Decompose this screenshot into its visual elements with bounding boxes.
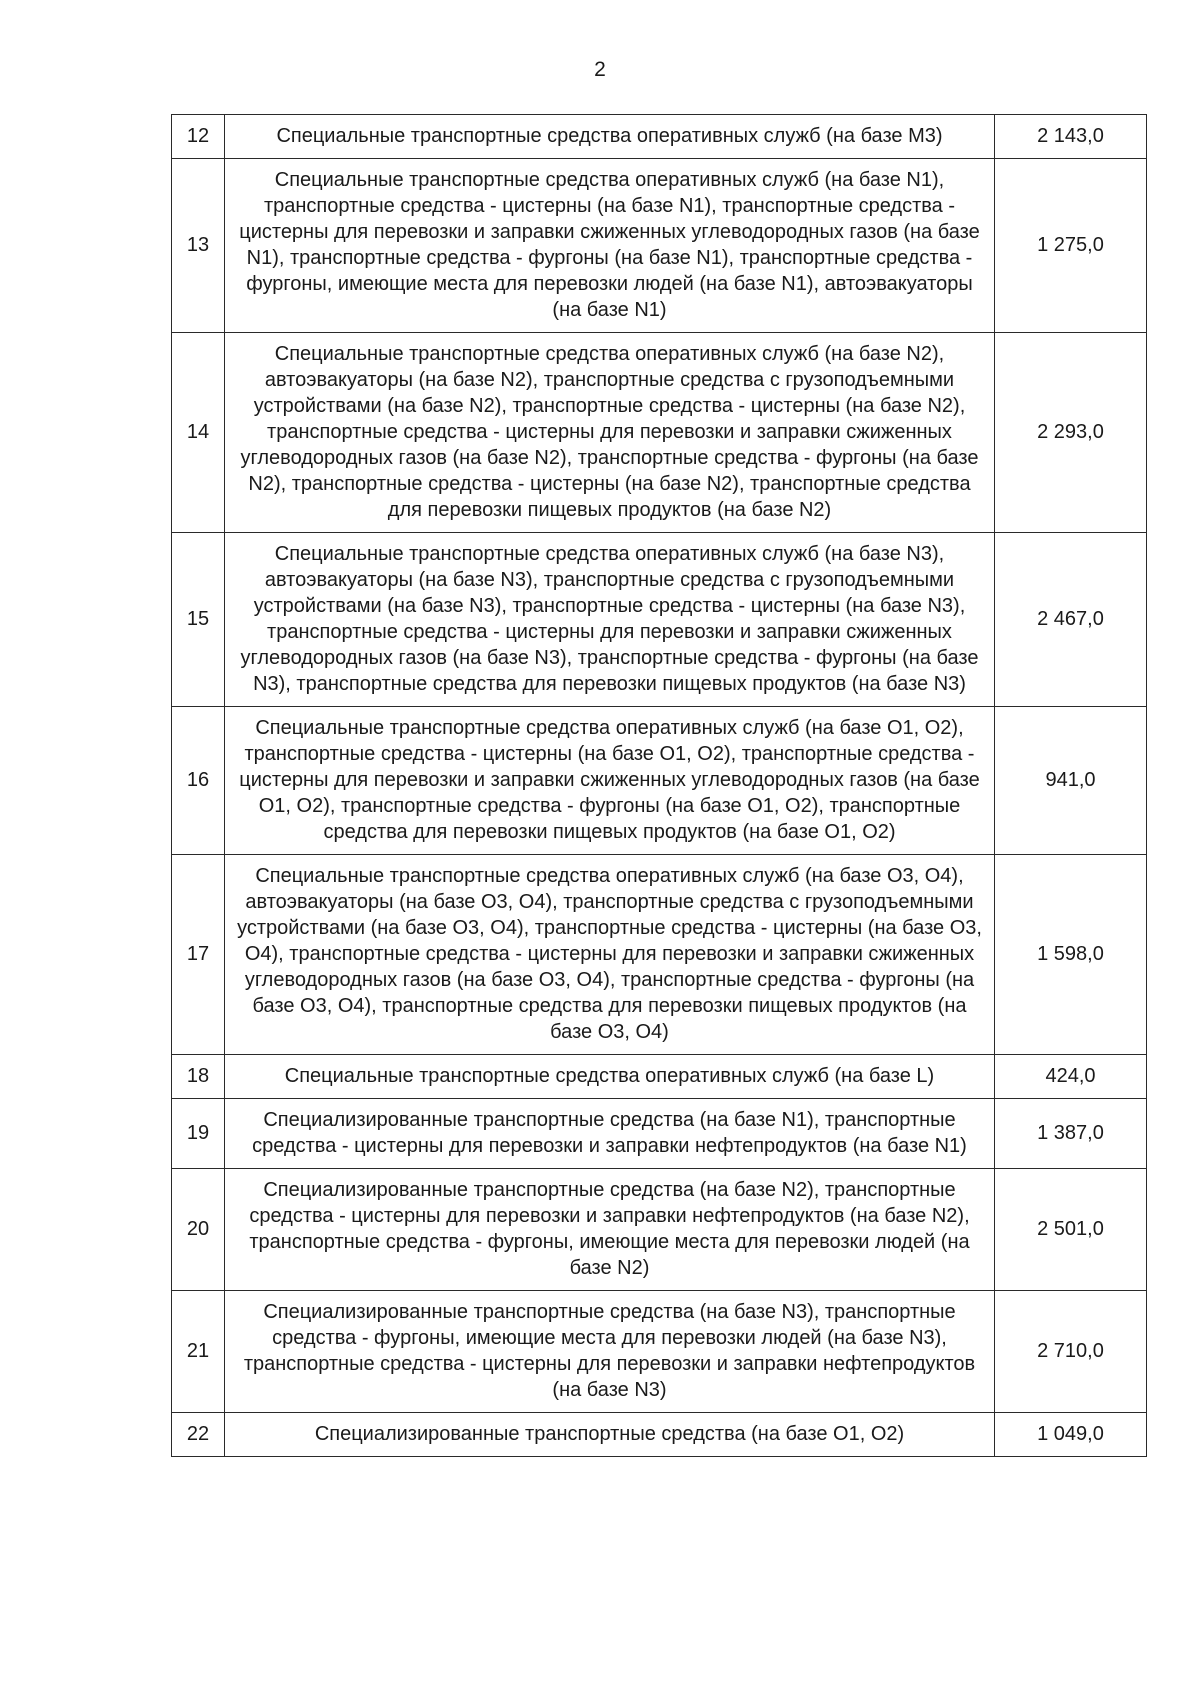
row-value: 2 467,0	[995, 533, 1147, 707]
row-value: 1 049,0	[995, 1413, 1147, 1457]
row-number: 17	[172, 855, 225, 1055]
row-value: 1 387,0	[995, 1099, 1147, 1169]
table-row	[172, 1055, 1147, 1099]
row-number: 13	[172, 159, 225, 333]
table-row	[172, 1169, 1147, 1291]
row-description: Специальные транспортные средства оперативных служб (на базе N2), автоэвакуаторы (на базе N2), транспортные средства с грузоподъемными устройствами (на базе N2), транспортные средства - цистерны (на базе N2), транспортные средства - цистерны для перевозки и заправки сжиженных углеводородных газов (на базе N2), транспортные средства - фургоны (на базе N2), транспортные средства - цистерны (на базе N2), транспортные средства для перевозки пищевых продуктов (на базе N2)	[225, 333, 995, 533]
table-row	[172, 1099, 1147, 1169]
table-row	[172, 159, 1147, 333]
row-description: Специальные транспортные средства оперативных служб (на базе N3), автоэвакуаторы (на базе N3), транспортные средства с грузоподъемными устройствами (на базе N3), транспортные средства - цистерны (на базе N3), транспортные средства - цистерны для перевозки и заправки сжиженных углеводородных газов (на базе N3), транспортные средства - фургоны (на базе N3), транспортные средства для перевозки пищевых продуктов (на базе N3)	[225, 533, 995, 707]
row-description: Специализированные транспортные средства (на базе N3), транспортные средства - фургоны, имеющие места для перевозки людей (на базе N3), транспортные средства - цистерны для перевозки и заправки нефтепродуктов (на базе N3)	[225, 1291, 995, 1413]
row-number: 20	[172, 1169, 225, 1291]
row-value: 2 501,0	[995, 1169, 1147, 1291]
row-description: Специальные транспортные средства оперативных служб (на базе М3)	[225, 115, 995, 159]
row-number: 16	[172, 707, 225, 855]
row-value: 424,0	[995, 1055, 1147, 1099]
row-number: 14	[172, 333, 225, 533]
table-row	[172, 707, 1147, 855]
page-number: 2	[594, 58, 606, 81]
table-row	[172, 533, 1147, 707]
table-row	[172, 1413, 1147, 1457]
row-description: Специальные транспортные средства оперативных служб (на базе О1, О2), транспортные средства - цистерны (на базе О1, О2), транспортные средства - цистерны для перевозки и заправки сжиженных углеводородных газов (на базе О1, О2), транспортные средства - фургоны (на базе О1, О2), транспортные средства для перевозки пищевых продуктов (на базе О1, О2)	[225, 707, 995, 855]
row-value: 1 598,0	[995, 855, 1147, 1055]
row-value: 941,0	[995, 707, 1147, 855]
row-value: 2 293,0	[995, 333, 1147, 533]
row-value: 2 710,0	[995, 1291, 1147, 1413]
row-description: Специальные транспортные средства оперативных служб (на базе L)	[225, 1055, 995, 1099]
table-row	[172, 333, 1147, 533]
row-number: 18	[172, 1055, 225, 1099]
table-row	[172, 855, 1147, 1055]
row-number: 21	[172, 1291, 225, 1413]
row-number: 15	[172, 533, 225, 707]
row-number: 22	[172, 1413, 225, 1457]
row-value: 2 143,0	[995, 115, 1147, 159]
row-description: Специализированные транспортные средства (на базе N1), транспортные средства - цистерны для перевозки и заправки нефтепродуктов (на базе N1)	[225, 1099, 995, 1169]
row-number: 12	[172, 115, 225, 159]
tariff-table	[171, 114, 1147, 1457]
row-value: 1 275,0	[995, 159, 1147, 333]
row-number: 19	[172, 1099, 225, 1169]
row-description: Специализированные транспортные средства (на базе N2), транспортные средства - цистерны для перевозки и заправки нефтепродуктов (на базе N2), транспортные средства - фургоны, имеющие места для перевозки людей (на базе N2)	[225, 1169, 995, 1291]
row-description: Специализированные транспортные средства (на базе О1, О2)	[225, 1413, 995, 1457]
table-row	[172, 115, 1147, 159]
row-description: Специальные транспортные средства оперативных служб (на базе О3, О4), автоэвакуаторы (на базе О3, О4), транспортные средства с грузоподъемными устройствами (на базе О3, О4), транспортные средства - цистерны (на базе О3, О4), транспортные средства - цистерны для перевозки и заправки сжиженных углеводородных газов (на базе О3, О4), транспортные средства - фургоны (на базе О3, О4), транспортные средства для перевозки пищевых продуктов (на базе О3, О4)	[225, 855, 995, 1055]
row-description: Специальные транспортные средства оперативных служб (на базе N1), транспортные средства - цистерны (на базе N1), транспортные средства - цистерны для перевозки и заправки сжиженных углеводородных газов (на базе N1), транспортные средства - фургоны (на базе N1), транспортные средства - фургоны, имеющие места для перевозки людей (на базе N1), автоэвакуаторы (на базе N1)	[225, 159, 995, 333]
table-row	[172, 1291, 1147, 1413]
